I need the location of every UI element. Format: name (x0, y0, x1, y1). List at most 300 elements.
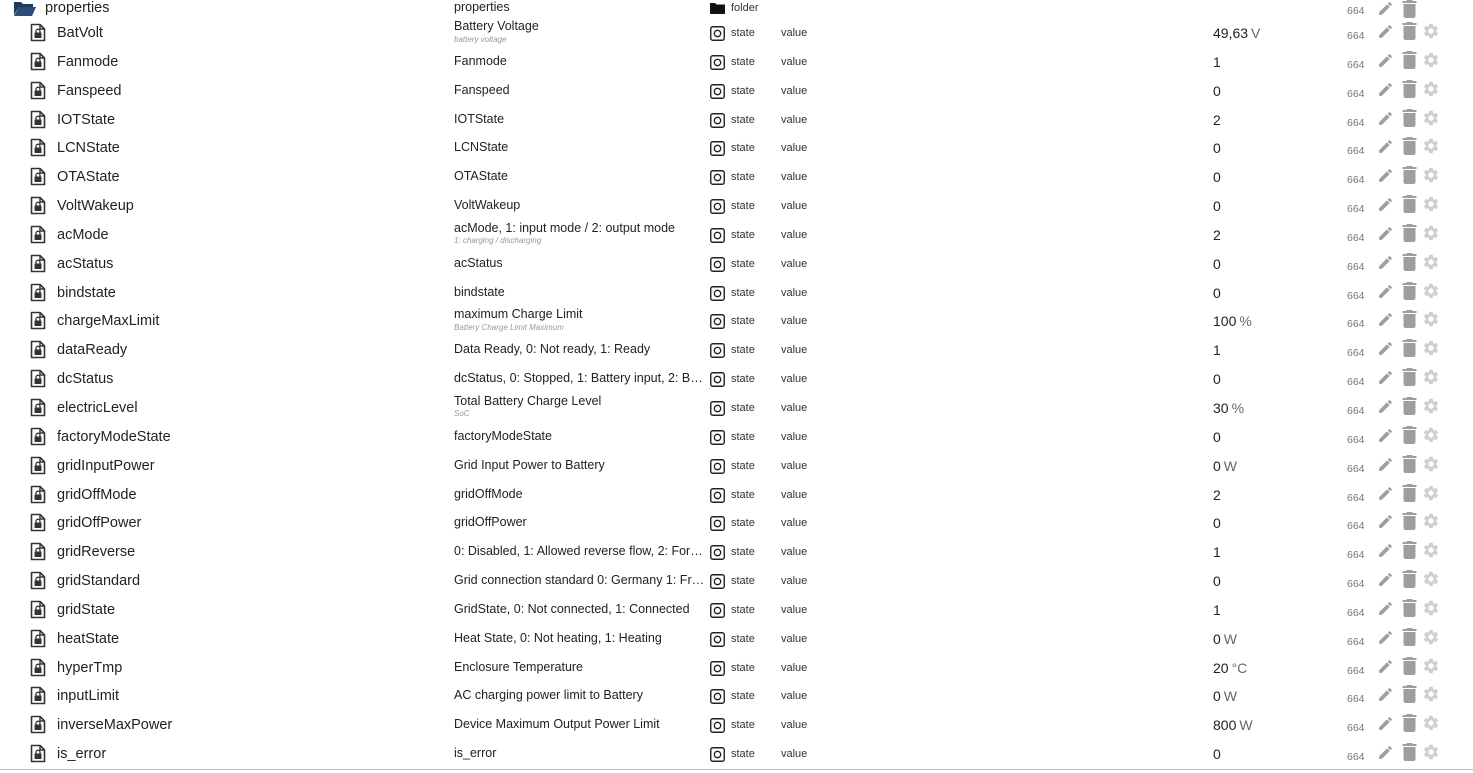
state-icon (710, 661, 725, 676)
gear-icon[interactable] (1422, 685, 1440, 703)
state-name[interactable]: OTAState (57, 169, 120, 186)
state-name[interactable]: dataReady (57, 342, 128, 359)
state-name[interactable]: bindstate (57, 284, 116, 301)
pencil-icon[interactable] (1377, 571, 1394, 588)
state-value[interactable] (1213, 256, 1221, 272)
state-acl: 664 (1347, 635, 1365, 648)
state-row-dcStatus[interactable] (0, 364, 1473, 393)
gear-icon[interactable] (1422, 310, 1440, 328)
state-name[interactable]: is_error (57, 746, 107, 763)
lock-file-icon (30, 456, 46, 475)
state-description: AC charging power limit to Battery (454, 688, 643, 703)
pencil-icon[interactable] (1377, 369, 1394, 386)
state-icon (710, 459, 725, 474)
state-row-IOTState[interactable] (0, 105, 1473, 134)
state-acl: 664 (1347, 606, 1365, 619)
trash-icon[interactable] (1402, 628, 1417, 646)
state-icon (710, 718, 725, 733)
state-value-number: 0 (1213, 371, 1221, 388)
state-role: value (781, 748, 808, 761)
state-name[interactable]: electricLevel (57, 399, 138, 416)
state-type: state (731, 55, 755, 68)
state-type: state (731, 401, 755, 414)
trash-icon[interactable] (1402, 224, 1417, 242)
state-description: Battery Voltage (454, 19, 539, 33)
folder-acl: 664 (1347, 5, 1365, 17)
trash-icon[interactable] (1402, 253, 1417, 271)
state-icon (710, 84, 725, 99)
trash-icon[interactable] (1402, 714, 1417, 732)
state-acl: 664 (1347, 289, 1365, 302)
state-value[interactable] (1213, 25, 1260, 41)
lock-file-icon (30, 167, 46, 186)
state-value[interactable] (1213, 746, 1221, 762)
state-name[interactable]: factoryModeState (57, 428, 171, 445)
state-role: value (781, 142, 808, 155)
state-type: state (731, 113, 755, 126)
state-value-number: 20 (1213, 659, 1229, 676)
folder-description: properties (454, 0, 510, 14)
state-acl: 664 (1347, 376, 1365, 389)
state-description: dcStatus, 0: Stopped, 1: Battery input, 2: B… (454, 371, 703, 386)
state-description: Device Maximum Output Power Limit (454, 717, 660, 732)
folder-type: folder (731, 2, 759, 14)
state-role: value (781, 719, 808, 732)
state-type: state (731, 27, 755, 39)
state-value[interactable] (1213, 112, 1221, 128)
pencil-icon[interactable] (1377, 715, 1394, 732)
state-name[interactable]: gridReverse (57, 544, 136, 561)
trash-icon[interactable] (1402, 51, 1417, 69)
gear-icon[interactable] (1422, 51, 1440, 69)
gear-icon[interactable] (1422, 253, 1440, 271)
state-icon (710, 488, 725, 503)
state-value[interactable] (1213, 458, 1237, 474)
state-value-number: 0 (1213, 688, 1221, 705)
pencil-icon[interactable] (1377, 254, 1394, 271)
gear-icon[interactable] (1422, 368, 1440, 386)
trash-icon[interactable] (1402, 310, 1417, 328)
lock-file-icon (30, 744, 46, 763)
trash-icon[interactable] (1402, 599, 1417, 617)
state-description: bindstate (454, 284, 505, 299)
state-role: value (781, 603, 808, 616)
state-name[interactable]: gridOffPower (57, 515, 142, 532)
pencil-icon[interactable] (1377, 485, 1394, 502)
gear-icon[interactable] (1422, 541, 1440, 559)
state-row-gridOffPower[interactable] (0, 508, 1473, 537)
trash-icon[interactable] (1402, 685, 1417, 703)
state-name[interactable]: LCNState (57, 140, 120, 157)
gear-icon[interactable] (1422, 166, 1440, 184)
state-value[interactable] (1213, 487, 1221, 503)
state-icon (710, 545, 725, 560)
state-name[interactable]: heatState (57, 630, 120, 647)
state-row-heatState[interactable] (0, 624, 1473, 653)
state-acl: 664 (1347, 433, 1365, 446)
state-icon (710, 632, 725, 647)
state-row-gridReverse[interactable] (0, 537, 1473, 566)
state-row-hyperTmp[interactable] (0, 653, 1473, 682)
trash-icon[interactable] (1402, 397, 1417, 415)
state-value[interactable] (1213, 573, 1221, 589)
state-row-acStatus[interactable] (0, 249, 1473, 278)
state-icon (710, 343, 725, 358)
lock-file-icon (30, 196, 46, 215)
state-row-BatVolt[interactable] (0, 18, 1473, 47)
pencil-icon[interactable] (1377, 629, 1394, 646)
state-value[interactable] (1213, 169, 1221, 185)
state-name[interactable]: chargeMaxLimit (57, 313, 160, 330)
state-role: value (781, 228, 808, 241)
state-row-VoltWakeup[interactable] (0, 191, 1473, 220)
state-name[interactable]: VoltWakeup (57, 198, 134, 215)
state-value[interactable] (1213, 429, 1221, 445)
pencil-icon[interactable] (1377, 0, 1394, 17)
state-icon (710, 401, 725, 416)
state-description: OTAState (454, 169, 508, 184)
state-row-electricLevel[interactable] (0, 393, 1473, 422)
gear-icon[interactable] (1422, 714, 1440, 732)
state-description: Grid Input Power to Battery (454, 457, 605, 472)
folder-row[interactable] (0, 0, 1473, 18)
gear-icon[interactable] (1422, 282, 1440, 300)
state-name[interactable]: gridOffMode (57, 486, 137, 503)
state-name[interactable]: inputLimit (57, 688, 120, 705)
gear-icon[interactable] (1422, 455, 1440, 473)
pencil-icon[interactable] (1377, 600, 1394, 617)
state-description: factoryModeState (454, 428, 552, 443)
state-type: state (731, 748, 755, 761)
state-value-unit: V (1251, 25, 1261, 41)
gear-icon[interactable] (1422, 109, 1440, 127)
state-value-number: 0 (1213, 457, 1221, 474)
state-value[interactable] (1213, 688, 1237, 704)
state-type: state (731, 430, 755, 443)
trash-icon[interactable] (1402, 137, 1417, 155)
state-value-number: 0 (1213, 573, 1221, 590)
state-value[interactable] (1213, 631, 1237, 647)
state-name[interactable]: dcStatus (57, 371, 114, 388)
state-name[interactable]: BatVolt (57, 25, 103, 41)
state-value-number: 100 (1213, 313, 1237, 330)
state-icon (710, 372, 725, 387)
state-value[interactable] (1213, 400, 1244, 416)
state-description: LCNState (454, 140, 509, 155)
pencil-icon[interactable] (1377, 456, 1394, 473)
pencil-icon[interactable] (1377, 311, 1394, 328)
state-value-number: 0 (1213, 515, 1221, 532)
state-role: value (781, 315, 808, 328)
state-value-unit: % (1239, 313, 1252, 330)
state-description-sub: Battery Charge Limit Maximum (454, 322, 564, 332)
trash-icon[interactable] (1402, 282, 1417, 300)
state-name[interactable]: gridState (57, 601, 116, 618)
pencil-icon[interactable] (1377, 110, 1394, 127)
state-value[interactable] (1213, 285, 1221, 301)
pencil-icon[interactable] (1377, 427, 1394, 444)
pencil-icon[interactable] (1377, 542, 1394, 559)
state-value-number: 1 (1213, 601, 1221, 618)
state-name[interactable]: gridStandard (57, 573, 141, 590)
state-value-unit: W (1239, 717, 1253, 734)
bottom-divider (0, 769, 1473, 770)
state-role: value (781, 286, 808, 299)
state-description: Heat State, 0: Not heating, 1: Heating (454, 630, 662, 645)
pencil-icon[interactable] (1377, 167, 1394, 184)
lock-file-icon (30, 254, 46, 273)
gear-icon[interactable] (1422, 397, 1440, 415)
state-value[interactable] (1213, 313, 1252, 329)
state-acl: 664 (1347, 722, 1365, 735)
state-role: value (781, 401, 808, 414)
state-icon (710, 199, 725, 214)
trash-icon[interactable] (1402, 368, 1417, 386)
state-role: value (781, 690, 808, 703)
gear-icon[interactable] (1422, 628, 1440, 646)
state-role: value (781, 430, 808, 443)
state-value-unit: % (1231, 399, 1245, 416)
state-row-inputLimit[interactable] (0, 681, 1473, 710)
state-value-number: 49,63 (1213, 25, 1249, 41)
state-description: gridOffMode (454, 486, 523, 501)
lock-file-icon (30, 369, 46, 388)
state-icon (710, 26, 725, 41)
state-role: value (781, 171, 808, 184)
state-value[interactable] (1213, 198, 1221, 214)
pencil-icon[interactable] (1377, 138, 1394, 155)
state-description: maximum Charge Limit (454, 307, 583, 322)
state-name[interactable]: hyperTmp (57, 659, 123, 676)
state-row-Fanspeed[interactable] (0, 76, 1473, 105)
state-description: acMode, 1: input mode / 2: output mode (454, 220, 675, 235)
state-row-Fanmode[interactable] (0, 47, 1473, 76)
state-value[interactable] (1213, 660, 1247, 676)
trash-icon[interactable] (1402, 541, 1417, 559)
state-type: state (731, 632, 755, 645)
state-value-number: 0 (1213, 82, 1221, 99)
state-description: 0: Disabled, 1: Allowed reverse flow, 2: For… (454, 544, 703, 559)
gear-icon[interactable] (1422, 137, 1440, 155)
state-name[interactable]: acStatus (57, 255, 114, 272)
state-type: state (731, 171, 755, 184)
state-row-acMode[interactable] (0, 220, 1473, 249)
trash-icon[interactable] (1402, 22, 1417, 40)
state-type: state (731, 459, 755, 472)
state-acl: 664 (1347, 462, 1365, 475)
state-value[interactable] (1213, 140, 1221, 156)
pencil-icon[interactable] (1377, 513, 1394, 530)
state-name[interactable]: IOTState (57, 111, 116, 128)
lock-file-icon (30, 283, 46, 302)
state-row-LCNState[interactable] (0, 133, 1473, 162)
gear-icon[interactable] (1422, 484, 1440, 502)
trash-icon[interactable] (1402, 512, 1417, 530)
trash-icon[interactable] (1402, 109, 1417, 127)
pencil-icon[interactable] (1377, 23, 1394, 40)
state-description-sub: battery voltage (454, 34, 507, 44)
state-type: state (731, 228, 755, 241)
state-type: state (731, 719, 755, 732)
state-row-OTAState[interactable] (0, 162, 1473, 191)
state-acl: 664 (1347, 231, 1365, 244)
gear-icon[interactable] (1422, 743, 1440, 761)
state-row-bindstate[interactable] (0, 278, 1473, 307)
gear-icon[interactable] (1422, 80, 1440, 98)
state-type: state (731, 286, 755, 299)
state-icon (710, 516, 725, 531)
state-description: is_error (454, 746, 497, 761)
lock-file-icon (30, 542, 46, 561)
state-role: value (781, 373, 808, 386)
trash-icon[interactable] (1402, 195, 1417, 213)
state-value[interactable] (1213, 717, 1253, 733)
state-value-number: 0 (1213, 630, 1221, 647)
state-type: state (731, 575, 755, 588)
state-type: state (731, 142, 755, 155)
gear-icon[interactable] (1422, 426, 1440, 444)
pencil-icon[interactable] (1377, 196, 1394, 213)
lock-file-icon (30, 686, 46, 705)
state-description: Fanmode (454, 53, 507, 68)
state-role: value (781, 517, 808, 530)
trash-icon[interactable] (1402, 657, 1417, 675)
state-icon (710, 55, 725, 70)
trash-icon[interactable] (1402, 570, 1417, 588)
state-value[interactable] (1213, 544, 1221, 560)
state-value[interactable] (1213, 83, 1221, 99)
state-description-sub: 1: charging / discharging (454, 236, 542, 246)
state-acl: 664 (1347, 87, 1365, 100)
state-row-inverseMaxPower[interactable] (0, 710, 1473, 739)
state-value[interactable] (1213, 227, 1221, 243)
state-icon (710, 286, 725, 301)
gear-icon[interactable] (1422, 22, 1440, 40)
state-description: acStatus (454, 255, 503, 270)
state-role: value (781, 488, 808, 501)
state-description: IOTState (454, 111, 505, 126)
gear-icon[interactable] (1422, 195, 1440, 213)
state-row-gridState[interactable] (0, 595, 1473, 624)
state-value[interactable] (1213, 342, 1221, 358)
folder-name[interactable]: properties (45, 0, 110, 16)
state-value-number: 2 (1213, 226, 1221, 243)
state-name[interactable]: acMode (57, 226, 109, 243)
state-type: state (731, 546, 755, 559)
state-acl: 664 (1347, 347, 1365, 360)
state-acl: 664 (1347, 145, 1365, 158)
pencil-icon[interactable] (1377, 686, 1394, 703)
pencil-icon[interactable] (1377, 658, 1394, 675)
lock-file-icon (30, 138, 46, 157)
lock-file-icon (30, 81, 46, 100)
state-value-number: 1 (1213, 342, 1221, 359)
trash-icon[interactable] (1402, 484, 1417, 502)
state-name[interactable]: inverseMaxPower (57, 717, 173, 734)
state-acl: 664 (1347, 58, 1365, 71)
gear-icon[interactable] (1422, 512, 1440, 530)
state-value[interactable] (1213, 371, 1221, 387)
state-value[interactable] (1213, 602, 1221, 618)
state-row-gridInputPower[interactable] (0, 451, 1473, 480)
state-icon (710, 228, 725, 243)
state-role: value (781, 55, 808, 68)
state-value-number: 0 (1213, 198, 1221, 215)
state-type: state (731, 603, 755, 616)
pencil-icon[interactable] (1377, 744, 1394, 761)
gear-icon[interactable] (1422, 599, 1440, 617)
state-role: value (781, 546, 808, 559)
state-name[interactable]: Fanmode (57, 53, 119, 70)
trash-icon[interactable] (1402, 455, 1417, 473)
state-name[interactable]: gridInputPower (57, 457, 155, 474)
state-type: state (731, 344, 755, 357)
trash-icon[interactable] (1402, 426, 1417, 444)
trash-icon[interactable] (1402, 339, 1417, 357)
state-row-is_error[interactable] (0, 739, 1473, 768)
state-value[interactable] (1213, 54, 1221, 70)
gear-icon[interactable] (1422, 339, 1440, 357)
state-name[interactable]: Fanspeed (57, 82, 122, 99)
pencil-icon[interactable] (1377, 340, 1394, 357)
pencil-icon[interactable] (1377, 52, 1394, 69)
trash-icon[interactable] (1402, 743, 1417, 761)
state-value[interactable] (1213, 515, 1221, 531)
gear-icon[interactable] (1422, 570, 1440, 588)
state-value-number: 0 (1213, 746, 1221, 763)
pencil-icon[interactable] (1377, 283, 1394, 300)
trash-icon[interactable] (1402, 0, 1417, 18)
lock-file-icon (30, 23, 46, 42)
state-acl: 664 (1347, 578, 1365, 591)
pencil-icon[interactable] (1377, 225, 1394, 242)
state-value-unit: W (1223, 630, 1238, 647)
state-row-factoryModeState[interactable] (0, 422, 1473, 451)
pencil-icon[interactable] (1377, 398, 1394, 415)
state-description-sub: SoC (454, 409, 470, 419)
state-value-number: 0 (1213, 284, 1221, 301)
pencil-icon[interactable] (1377, 81, 1394, 98)
lock-file-icon (30, 225, 46, 244)
lock-file-icon (30, 52, 46, 71)
state-icon (710, 314, 725, 329)
lock-file-icon (30, 715, 46, 734)
state-description: Enclosure Temperature (454, 659, 584, 674)
state-row-dataReady[interactable] (0, 335, 1473, 364)
trash-icon[interactable] (1402, 166, 1417, 184)
state-icon (710, 257, 725, 272)
state-role: value (781, 344, 808, 357)
state-role: value (781, 113, 808, 126)
state-type: state (731, 200, 755, 213)
state-acl: 664 (1347, 404, 1365, 417)
trash-icon[interactable] (1402, 80, 1417, 98)
lock-file-icon (30, 398, 46, 417)
state-value-number: 0 (1213, 428, 1221, 445)
state-description: gridOffPower (454, 515, 527, 530)
gear-icon[interactable] (1422, 657, 1440, 675)
state-role: value (781, 575, 808, 588)
state-acl: 664 (1347, 751, 1365, 764)
state-icon (710, 141, 725, 156)
state-row-gridStandard[interactable] (0, 566, 1473, 595)
state-row-gridOffMode[interactable] (0, 480, 1473, 509)
state-acl: 664 (1347, 693, 1365, 706)
folder-open-icon[interactable] (13, 0, 37, 17)
state-icon (710, 574, 725, 589)
state-row-chargeMaxLimit[interactable] (0, 306, 1473, 335)
gear-icon[interactable] (1422, 224, 1440, 242)
